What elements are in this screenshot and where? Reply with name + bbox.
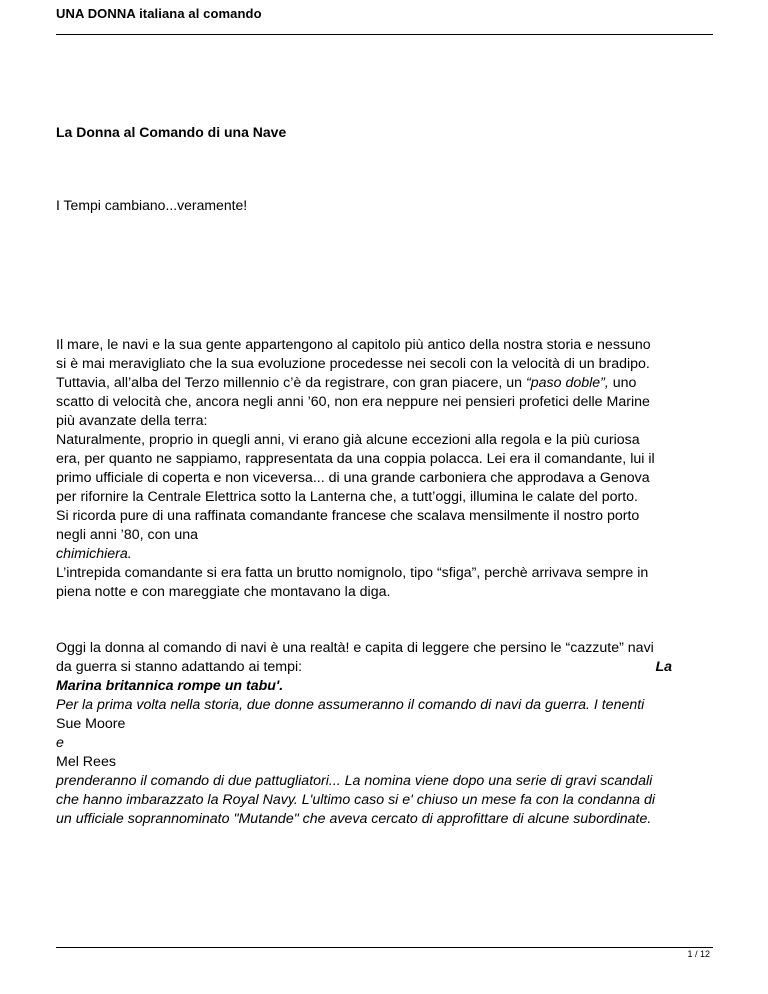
text-run: uno [608,375,637,391]
text-line: Oggi la donna al comando di navi è una realtà! e capita di leggere che persino le “cazzute” navi [56,640,654,656]
italic-line: Per la prima volta nella storia, due donne assumeranno il comando di navi da guerra. I tenenti [56,697,645,713]
bold-italic-line: Marina britannica rompe un tabu'. [56,678,284,694]
italic-phrase: “paso doble”, [526,375,609,391]
paragraph-1 [56,336,716,602]
text-line: Naturalmente, proprio in quegli anni, vi erano già alcune eccezioni alla regola e la più curiosa [56,432,640,448]
italic-line: chimichiera. [56,546,132,562]
header-divider [56,34,713,35]
article-title: La Donna al Comando di una Nave [56,124,287,140]
footer-divider [56,947,713,948]
text-line: più avanzate della terra: [56,413,208,429]
text-line: L’intrepida comandante si era fatta un brutto nomignolo, tipo “sfiga”, perchè arrivava sempre in [56,565,649,581]
text-line: Il mare, le navi e la sua gente appartengono al capitolo più antico della nostra storia e nessuno [56,337,651,353]
text-run: Tuttavia, all’alba del Terzo millennio c’è da registrare, con gran piacere, un [56,375,527,391]
article-subtitle: I Tempi cambiano...veramente! [56,197,248,213]
text-line [56,658,672,677]
text-line: scatto di velocità che, ancora negli anni ’60, non era neppure nei pensieri profetici delle Marine [56,394,650,410]
italic-line: prenderanno il comando di due pattugliatori... La nomina viene dopo una serie di gravi scandali [56,773,653,789]
text-line: era, per quanto ne sappiamo, rappresentata da una coppia polacca. Lei era il comandante, lui il [56,451,655,467]
text-run: da guerra si stanno adattando ai tempi: [56,659,303,675]
italic-line: un ufficiale soprannominato "Mutande" che aveva cercato di approfittare di alcune subordinate. [56,811,652,827]
text-line: primo ufficiale di coperta e non viceversa... di una grande carboniera che approdava a Genova [56,470,650,486]
running-header: UNA DONNA italiana al comando [56,6,262,21]
paragraph-2 [56,639,716,829]
text-line: si è mai meravigliato che la sua evoluzione procedesse nei secoli con la velocità di un bradipo. [56,356,650,372]
italic-line: che hanno imbarazzato la Royal Navy. L'ultimo caso si e' chiuso un mese fa con la condanna di [56,792,655,808]
bold-italic-word: La [655,659,672,675]
page-number: 1 / 12 [687,949,710,959]
italic-line: e [56,735,64,751]
text-line: per rifornire la Centrale Elettrica sotto la Lanterna che, a tutt’oggi, illumina le calate del porto. [56,489,638,505]
person-name: Sue Moore [56,716,126,732]
text-line: piena notte e con mareggiate che montavano la diga. [56,584,391,600]
text-line [56,374,716,393]
text-line: Si ricorda pure di una raffinata comandante francese che scalava mensilmente il nostro porto [56,508,640,524]
text-line: negli anni ’80, con una [56,527,198,543]
person-name: Mel Rees [56,754,116,770]
